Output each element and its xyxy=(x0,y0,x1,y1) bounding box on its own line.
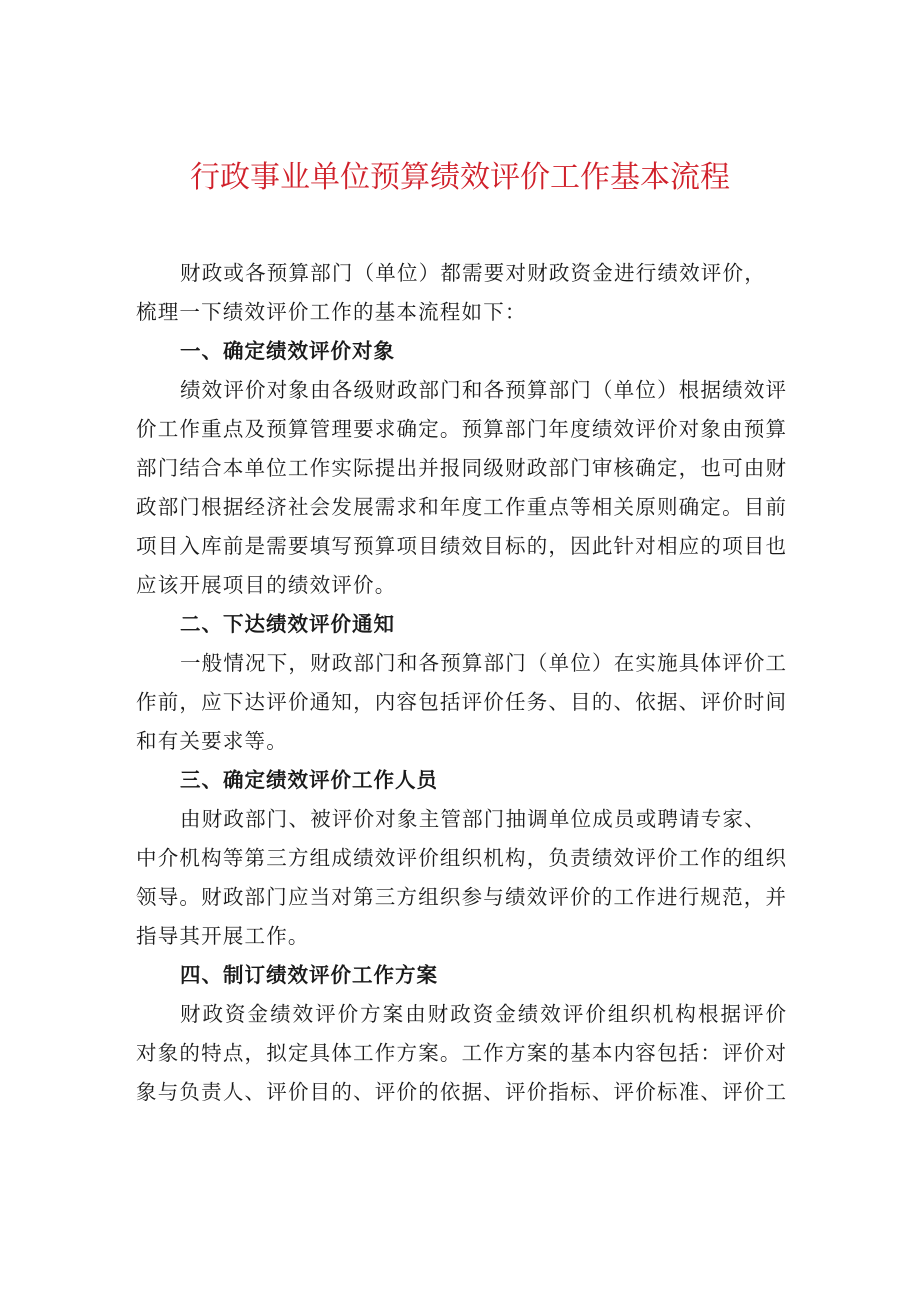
section-4-line: 财政资金绩效评价方案由财政资金绩效评价组织机构根据评价 xyxy=(180,1002,786,1026)
section-1-line: 政部门根据经济社会发展需求和年度工作重点等相关原则确定。目前 xyxy=(136,495,786,519)
section-heading-2: 二、下达绩效评价通知 xyxy=(180,612,395,636)
section-heading-3: 三、确定绩效评价工作人员 xyxy=(180,768,438,792)
section-2-line: 作前，应下达评价通知，内容包括评价任务、目的、依据、评价时间 xyxy=(136,690,786,714)
section-1-line: 应该开展项目的绩效评价。 xyxy=(136,573,397,597)
section-heading-4: 四、制订绩效评价工作方案 xyxy=(180,963,438,987)
section-2-line: 一般情况下，财政部门和各预算部门（单位）在实施具体评价工 xyxy=(180,651,786,675)
document-title: 行政事业单位预算绩效评价工作基本流程 xyxy=(190,160,730,195)
section-3-line: 由财政部门、被评价对象主管部门抽调单位成员或聘请专家、 xyxy=(180,807,766,831)
section-1-line: 项目入库前是需要填写预算项目绩效目标的，因此针对相应的项目也 xyxy=(136,534,786,558)
section-1-line: 部门结合本单位工作实际提出并报同级财政部门审核确定，也可由财 xyxy=(136,456,786,480)
section-3-line: 中介机构等第三方组成绩效评价组织机构，负责绩效评价工作的组织 xyxy=(136,846,786,870)
section-2-line: 和有关要求等。 xyxy=(136,729,288,753)
section-4-line: 象与负责人、评价目的、评价的依据、评价指标、评价标准、评价工 xyxy=(136,1080,786,1104)
intro-line: 财政或各预算部门（单位）都需要对财政资金进行绩效评价， xyxy=(180,261,766,285)
section-heading-1: 一、确定绩效评价对象 xyxy=(180,339,395,363)
section-3-line: 指导其开展工作。 xyxy=(136,924,310,948)
section-3-line: 领导。财政部门应当对第三方组织参与绩效评价的工作进行规范，并 xyxy=(136,885,786,909)
section-4-line: 对象的特点，拟定具体工作方案。工作方案的基本内容包括：评价对 xyxy=(136,1041,786,1065)
section-1-line: 绩效评价对象由各级财政部门和各预算部门（单位）根据绩效评 xyxy=(180,378,786,402)
intro-line: 梳理一下绩效评价工作的基本流程如下： xyxy=(136,300,527,324)
document-body xyxy=(136,254,786,1112)
section-1-line: 价工作重点及预算管理要求确定。预算部门年度绩效评价对象由预算 xyxy=(136,417,786,441)
